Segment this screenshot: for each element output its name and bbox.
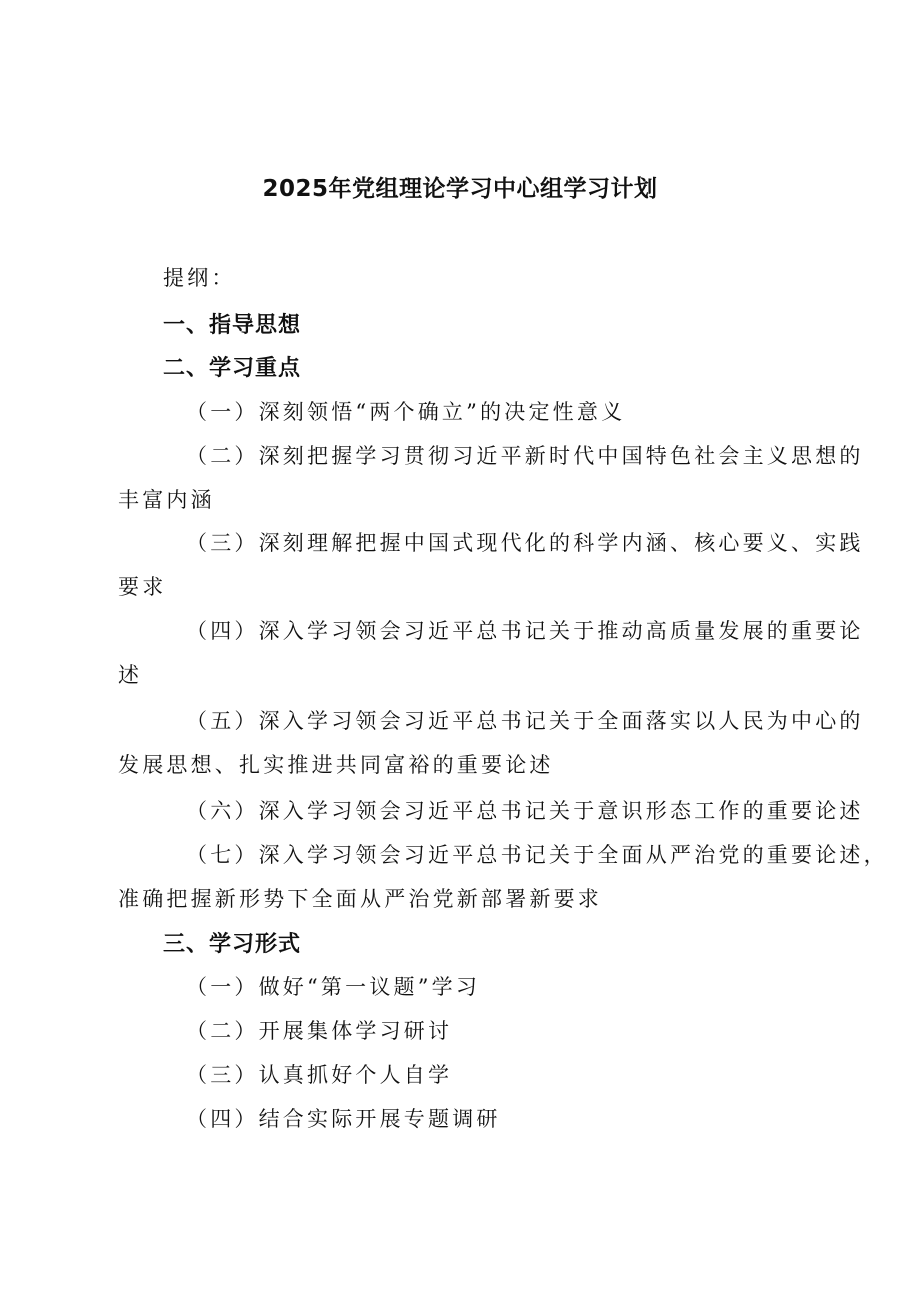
focus-item-4-line2: 述 [118,663,143,687]
focus-item-3-line1: （三）深刻理解把握中国式现代化的科学内涵、核心要义、实践 [186,531,864,555]
focus-item-6: （六）深入学习领会习近平总书记关于意识形态工作的重要论述 [186,799,864,823]
focus-item-3-line2: 要求 [118,575,167,599]
focus-item-5-line2: 发展思想、扎实推进共同富裕的重要论述 [118,753,554,777]
section-heading-study-focus: 二、学习重点 [163,356,302,381]
focus-item-1: （一）深刻领悟“两个确立”的决定性意义 [186,400,626,424]
outline-label: 提纲： [163,266,236,290]
focus-item-2-line2: 丰富内涵 [118,488,215,512]
focus-item-7-line1: （七）深入学习领会习近平总书记关于全面从严治党的重要论述， [186,843,888,867]
document-title: 2025年党组理论学习中心组学习计划 [262,176,658,202]
form-item-2: （二）开展集体学习研讨 [186,1019,453,1043]
form-item-4: （四）结合实际开展专题调研 [186,1107,501,1131]
form-item-1: （一）做好“第一议题”学习 [186,975,481,999]
section-heading-study-form: 三、学习形式 [163,932,302,957]
section-heading-guiding-thought: 一、指导思想 [163,313,302,338]
focus-item-4-line1: （四）深入学习领会习近平总书记关于推动高质量发展的重要论 [186,619,864,643]
focus-item-7-line2: 准确把握新形势下全面从严治党新部署新要求 [118,887,602,911]
focus-item-2-line1: （二）深刻把握学习贯彻习近平新时代中国特色社会主义思想的 [186,444,864,468]
focus-item-5-line1: （五）深入学习领会习近平总书记关于全面落实以人民为中心的 [186,709,864,733]
form-item-3: （三）认真抓好个人自学 [186,1063,453,1087]
